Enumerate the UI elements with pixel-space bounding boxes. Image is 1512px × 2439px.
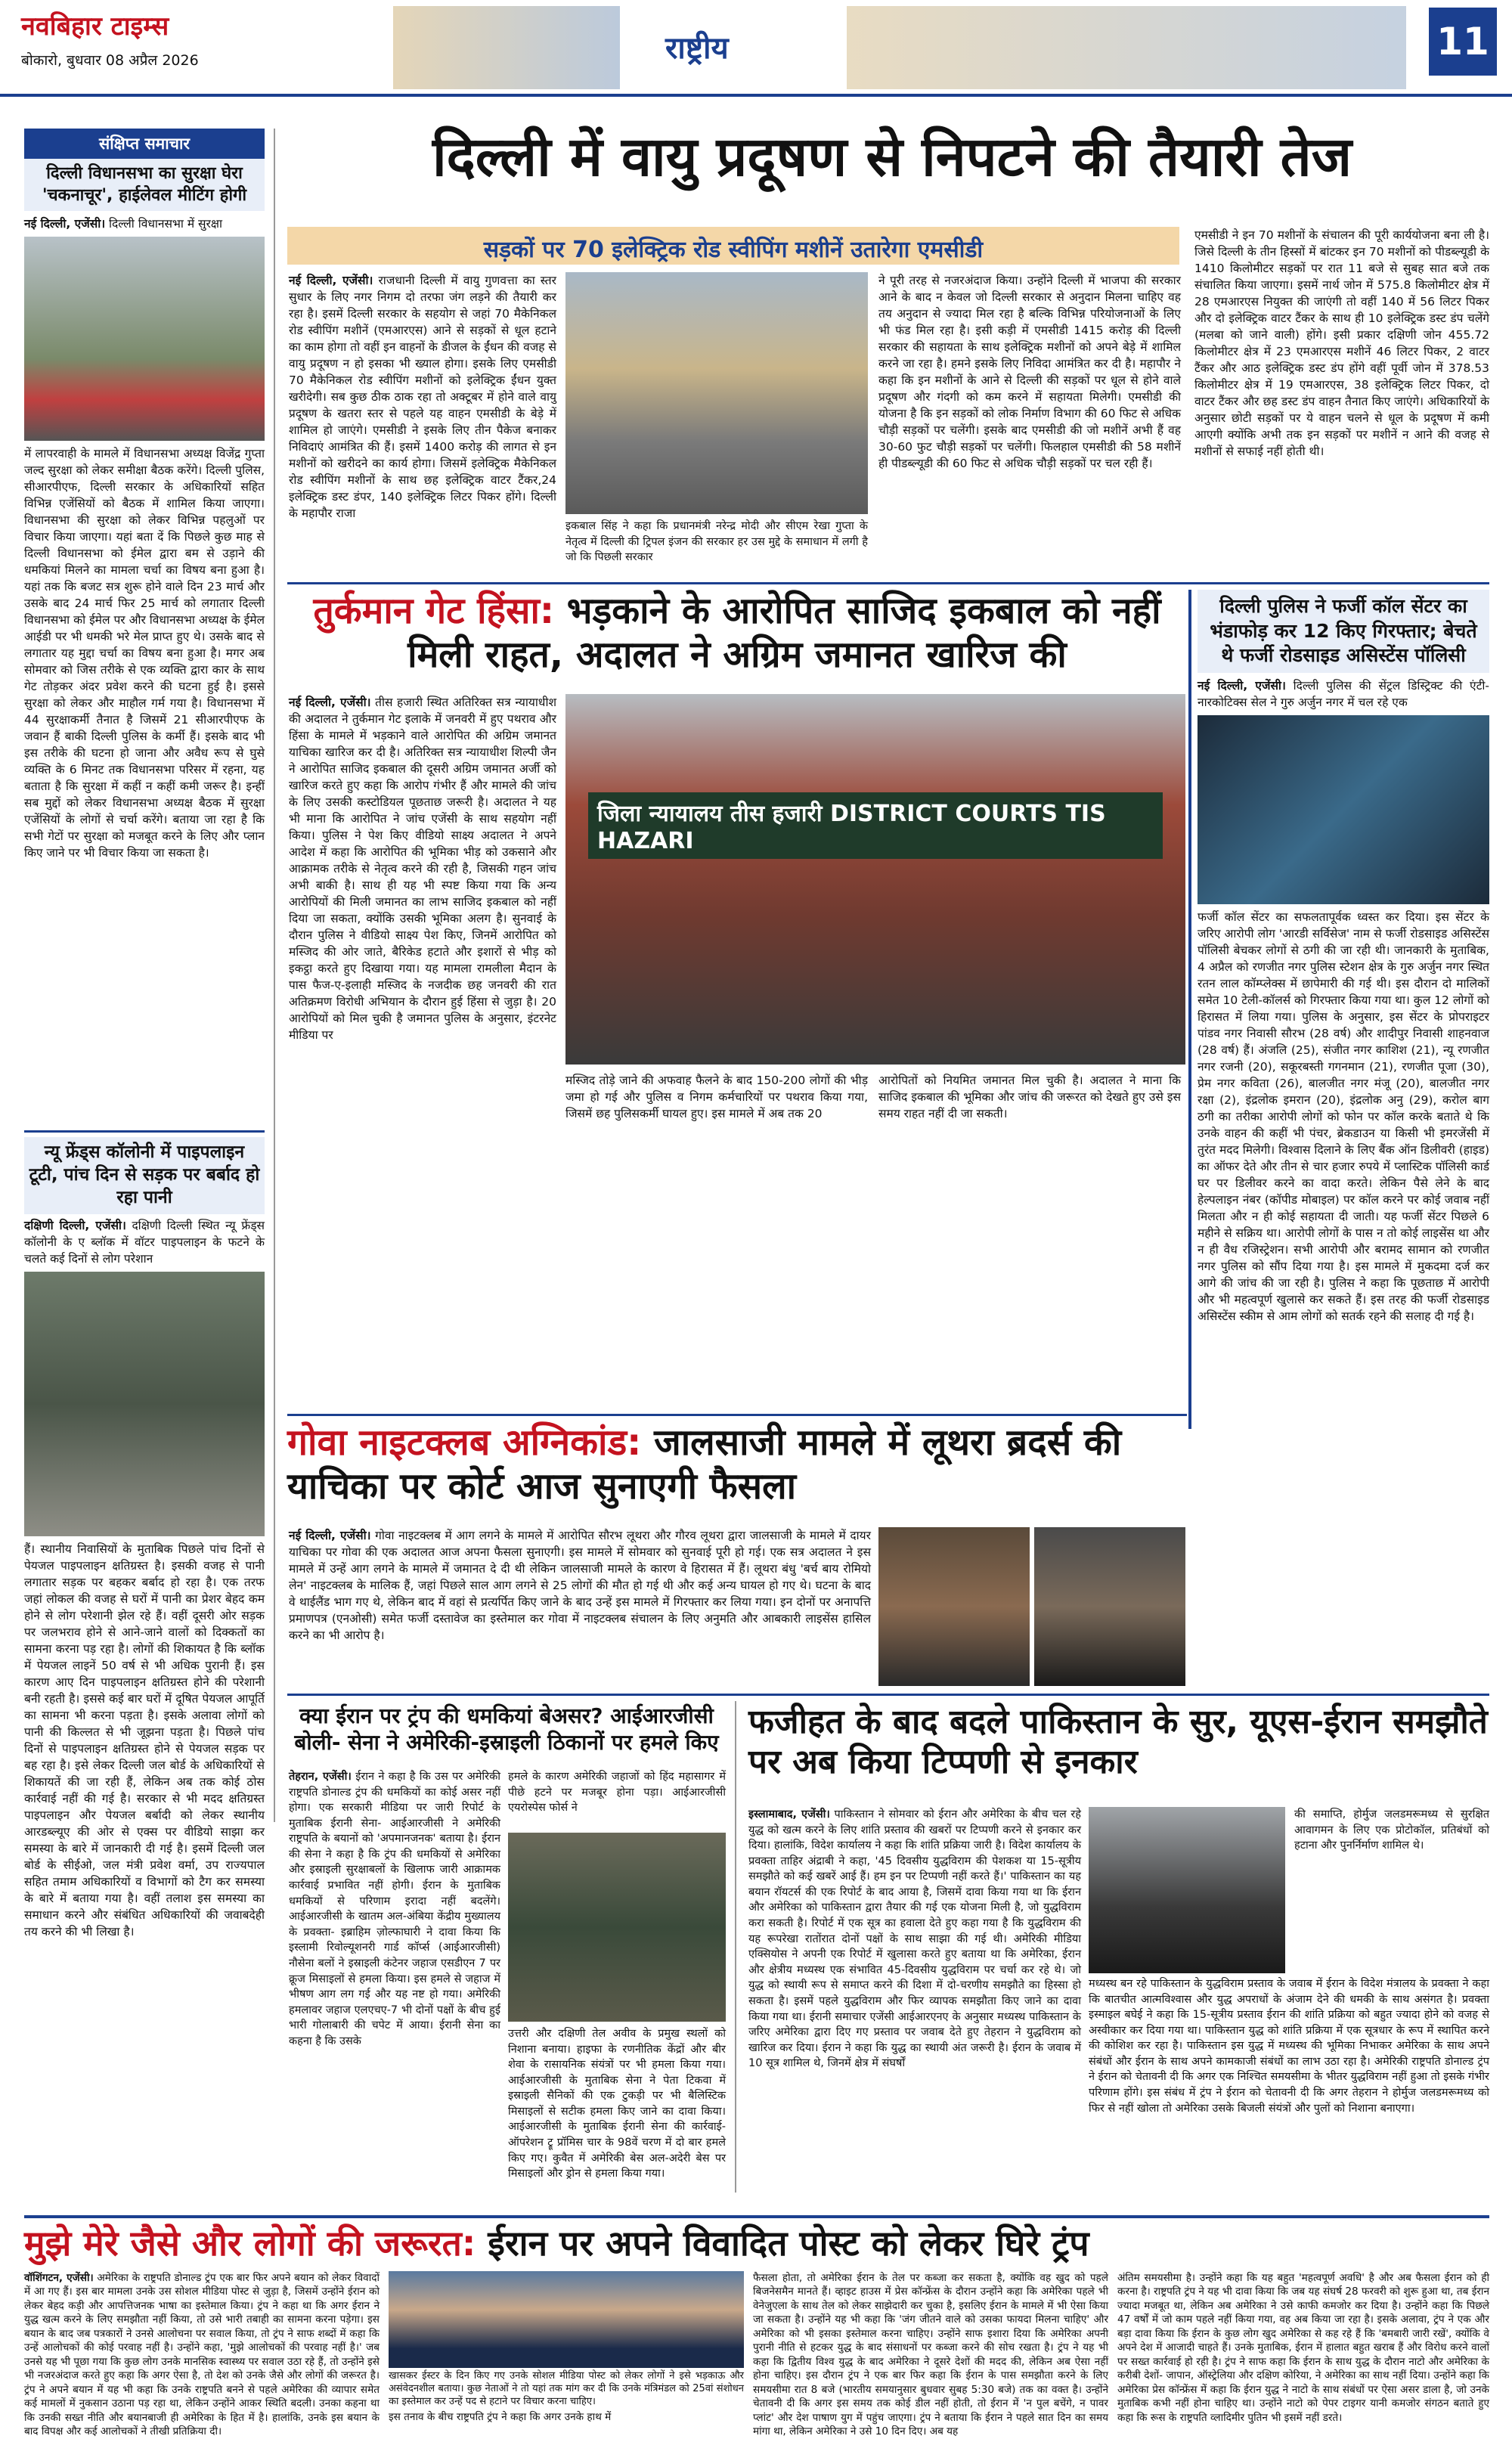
court-sign: जिला न्यायालय तीस हजारी DISTRICT COURTS TIS HAZARI [588, 792, 1163, 859]
trump-col4: अंतिम समयसीमा है। उन्होंने कहा कि यह बहुत 'महत्वपूर्ण अवधि' है और अब फैसला ईरान को ही करना है। राष्ट्रपति ट्रंप ने यह भी दावा किया कि जब यह संघर्ष 28 फरवरी को शुरू हुआ था, तब ईरान ज्यादा मजबूत था, लेकिन अब अमेरिका ने उसे काफी कमजोर कर दिया है। उन्होंने कहा कि पिछले 47 वर्षों में जो काम पहले नहीं किया गया, वह अब किया जा रहा है। इसके अलावा, ट्रंप ने एक और बड़ा दावा किया कि ईरान के कुछ लोग खुद अमेरिका से कह रहे हैं कि 'बमबारी जारी रखें', क्योंकि वे अपने देश में आजादी चाहते हैं। उनके मुताबिक, ईरान में हालात बहुत खराब हैं और विरोध करने वालों पर सख्त कार्रवाई हो रही है। ट्रंप ने साफ कहा कि ईरान के साथ युद्ध के दौरान नाटो और अमेरिका के करीबी देशों- जापान, ऑस्ट्रेलिया और दक्षिण कोरिया, ने अमेरिका का साथ नहीं दिया। उन्होंने कहा कि अमेरिका प्रेस कॉन्फ्रेंस में कहा कि ईरान युद्ध ने नाटो के साथ संबंधों पर ऐसा असर डाला है, जो उनके मुताबिक कभी नहीं होना चाहिए था। उन्होंने नाटो को पेपर टाइगर यानी कमजोर संगठन बताते हुए कहा कि रूस के राष्ट्रपति व्लादिमीर पुतिन भी इसमें नहीं डरते। [1117, 2272, 1489, 2424]
goa-headline [287, 1421, 1187, 1520]
police-intro: दिल्ली पुलिस की सेंट्रल डिस्ट्रिक्ट की एंटी-नारकोटिक्स सेल ने गुरु अर्जुन नगर में चल रहे एक [1198, 678, 1489, 709]
iran-col1 [289, 1769, 500, 2193]
sidebar-story1-intro: दिल्ली विधानसभा में सुरक्षा [109, 217, 222, 231]
iran-headline [287, 1703, 726, 1763]
sidebar-story1-headline: दिल्ली विधानसभा का सुरक्षा घेरा 'चकनाचूर', हाईलेवल मीटिंग होगी [24, 159, 265, 211]
main-col1-text: राजधानी दिल्ली में वायु गुणवत्ता का स्तर सुधार के लिए नगर निगम दो तरफा जंग लड़ने की तैयारी कर रहा है। इसमें दिल्ली सरकार के सहयोग से जहां 70 मैकेनिकल रोड स्वीपिंग मशीनें (एमआरएस) आने से सड़कों से धूल हटाने का काम होगा तो वहीं इन वाहनों के डीजल के ईंधन की वजह से वायु प्रदूषण न हो इसका भी ख्याल होगा। इसके लिए एमसीडी 70 मैकेनिकल रोड स्वीपिंग मशीनों को इलेक्ट्रिक ईंधन युक्त खरीदेगी। सब कुछ ठीक ठाक रहा तो अक्टूबर में होने वाले वायु प्रदूषण के खतरा स्तर से पहले यह वाहन एमसीडी के बेड़े में शामिल हो जाएंगे। एमसीडी ने इसके लिए तीन पैकेज बनाकर निविदाएं आमंत्रित की हैं। इसमें 1400 करोड़ की लागत से इन मशीनों को खरीदने का कार्य होगा। जिसमें इलेक्ट्रिक मैकेनिकल रोड स्वीपिंग मशीनों के साथ छह इलेक्ट्रिक वाटर टैंकर,24 इलेक्ट्रिक डस्ट डंपर, 140 इलेक्ट्रिक लिटर पिकर होंगे। दिल्ली के महापौर राजा [289, 274, 556, 520]
sidebar-story2-headline: न्यू फ्रेंड्स कॉलोनी में पाइपलाइन टूटी, पांच दिन से सड़क पर बर्बाद हो रहा पानी [24, 1137, 265, 1214]
trump-photo-caption: खासकर ईस्टर के दिन किए गए उनके सोशल मीडिया पोस्ट को लेकर लोगों ने इसे भड़काऊ और असंवेदनशील बताया। कुछ नेताओं ने तो यहां तक मांग कर दी कि उनके मंत्रिमंडल को 25वां संशोधन का इस्तेमाल कर उन्हें पद से हटाने पर विचार करना चाहिए। [389, 2370, 744, 2408]
trump-photo [389, 2271, 744, 2368]
trump-headline [24, 2223, 1489, 2265]
turkman-dateline: नई दिल्ली, एजेंसी। [289, 696, 371, 709]
turkman-headline [287, 590, 1187, 688]
trump-col1 [24, 2271, 380, 2438]
sidebar-story2-photo [24, 1272, 265, 1536]
sidebar-story2-intro: दक्षिणी दिल्ली स्थित न्यू फ्रेंड्स कॉलोनी के ए ब्लॉक में वॉटर पाइपलाइन के फटने के चलते कई दिनों से लोग परेशान [24, 1218, 265, 1266]
iran-top-rule [287, 1694, 1489, 1696]
main-photo [565, 272, 868, 514]
page-number: 11 [1429, 8, 1497, 76]
trump-headline-rest: ईरान पर अपने विवादित पोस्ट को लेकर घिरे ट्रंप [488, 2223, 1089, 2264]
main-col4: एमसीडी ने इन 70 मशीनों के संचालन की पूरी कार्ययोजना बना ली है। जिसे दिल्ली के तीन हिस्सों में बांटकर इन 70 मशीनों को पीडब्ल्यूडी के 1410 किलोमीटर सड़कों पर रात 11 बजे से सुबह सात बजे तक संचालित किया जाएगा। इसमें नार्थ जोन में 575.8 किलोमीटर क्षेत्र में 28 एमआरएस नियुक्त की जाएंगी तो वहीं 140 में 56 लिटर पिकर और दो इलेक्ट्रिक वाटर टैंकर के साथ ही 10 इलेक्ट्रिक डस्ट डंप चलेंगे (मलबा को जाने वाली) होंगे। इसी प्रकार दक्षिणी जोन 455.72 किलोमीटर क्षेत्र में 23 एमआरएस मशीनें 46 लिटर पिकर, 2 वाटर टैंकर और आठ इलेक्ट्रिक डस्ट डंप होंगे वहीं पूर्वी जोन में 378.53 किलोमीटर क्षेत्र में 19 एमआरएस, 38 इलेक्ट्रिक लिटर पिकर, दो वाटर टैंकर और छह डस्ट डंप वाहन तैनात किए जाएंगे। अधिकारियों के अनुसार छोटी सड़कों पर ये वाहन चलने से धूल के प्रदूषण में कमी आएगी क्योंकि अभी तक इन सड़कों पर मशीनें न आने की वजह से मशीनों से सफाई नहीं होती थी। [1194, 228, 1489, 458]
main-col3: ने पूरी तरह से नजरअंदाज किया। उन्होंने दिल्ली में भाजपा की सरकार आने के बाद न केवल जो दिल्ली सरकार से अनुदान मिलना चाहिए वह तय अनुदान से ज्यादा मिल रहा है बल्कि विभिन्न परियोजनाओं के लिए भी फंड मिल रहा है। इसी कड़ी में एमसीडी 1415 करोड़ की दिल्ली सरकार की सहायता के साथ इलेक्ट्रिक मशीनों को अपने बेड़े में शामिल करने जा रहा है। हमने इसके लिए निविदा आमंत्रित कर दी है। महापौर ने कहा कि इन मशीनों के आने से दिल्ली की सड़कों पर धूल से होने वाले प्रदूषण और गंदगी को कम करने में सहायता मिलेगी। एमसीडी की योजना है कि इन सड़कों को लोक निर्माण विभाग की 60 फिट से अधिक चौड़ी सड़कों पर चलेंगी। इसके बाद एमसीडी की जो मशीनें अभी हैं वह 30-60 फुट चौड़ी सड़कों पर चलेंगी। फिलहाल एमसीडी की 58 मशीनें ही पीडब्ल्यूडी की 60 फिट से अधिक चौड़ी सड़कों पर चल रही हैं। [878, 274, 1181, 470]
main-headline: दिल्ली में वायु प्रदूषण से निपटने की तैयारी तेज [432, 125, 1352, 188]
iran-pak-rule [735, 1701, 736, 2193]
iran-photo [508, 1833, 726, 2022]
iran-dateline: तेहरान, एजेंसी। [289, 1771, 352, 1783]
goa-photo-2 [1034, 1527, 1185, 1686]
turkman-body: तीस हजारी स्थित अतिरिक्त सत्र न्यायाधीश की अदालत ने तुर्कमान गेट इलाके में जनवरी में हुए पथराव और हिंसा के मामले में भड़काने वाले आरोपित की अग्रिम जमानत याचिका खारिज कर दी है। अतिरिक्त सत्र न्यायाधीश शिल्पी जैन ने आरोपित साजिद इकबाल की दूसरी अग्रिम जमानत अर्जी को खारिज करते हुए कहा कि आरोप गंभीर हैं और मामले की जांच के लिए उसकी कस्टोडियल पूछताछ जरूरी है। अदालत ने यह भी माना कि आरोपित ने जांच एजेंसी के साथ सहयोग नहीं किया। पुलिस ने पेश किए वीडियो साक्ष्य अदालत ने अपने आदेश में कहा कि आरोपित की भूमिका भीड़ को उकसाने और आक्रामक तरीके से नेतृत्व करने की रही है, जिसकी गहन जांच अभी बाकी है। साथ ही यह भी स्पष्ट किया गया कि अन्य आरोपियों की मिली जमानत का लाभ साजिद इकबाल को नहीं दिया जा सकता, क्योंकि उसकी भूमिका अलग है। सुनवाई के दौरान पुलिस ने वीडियो साक्ष्य पेश किए, जिनमें आरोपित को मस्जिद की ओर जाते, बैरिकेड हटाते और इशारों से भीड़ को इकट्ठा करते हुए दिखाया गया। यह मामला रामलीला मैदान के पास फैज-ए-इलाही मस्जिद के नजदीक छह जनवरी की रात अतिक्रमण विरोधी अभियान के दौरान हुई हिंसा से जुड़ा है। 20 आरोपियों को मिल चुकी है जमानत पुलिस के अनुसार, इंटरनेट मीडिया पर [289, 696, 556, 1042]
trump-dateline: वॉशिंगटन, एजेंसी। [24, 2272, 94, 2284]
iran-col1-text: ईरान ने कहा है कि उस पर अमेरिकी राष्ट्रपति डोनाल्ड ट्रंप की धमकियों का कोई असर नहीं होगा। एक सरकारी मीडिया पर जारी रिपोर्ट के मुताबिक ईरानी सेना- आईआरजीसी ने अमेरिकी राष्ट्रपति के बयानों को 'अपमानजनक' बताया है। ईरान की सेना ने कहा है कि ट्रंप की धमकियों से अमेरिका और इस्राइली सुरक्षाबलों के खिलाफ जारी आक्रामक कार्रवाई प्रभावित नहीं होगी। ईरान के मुताबिक धमकियों से परिणाम इरादा नहीं बदलेंगे। आईआरजीसी के खातम अल-अंबिया केंद्रीय मुख्यालय के प्रवक्ता- इब्राहिम ज़ोल्फाघारी ने दावा किया कि इस्लामी रिवोल्यूशनरी गार्ड कॉर्प्स (आईआरजीसी) नौसेना बलों ने इस्राइली कंटेनर जहाज एसडीएन 7 पर क्रूज मिसाइलों से हमला किया। इस हमले से जहाज में भीषण आग लग गई और यह नष्ट हो गया। अमेरिकी हमलावर जहाज एलएचए-7 भी दोनों पक्षों के बीच हुई भारी गोलाबारी की चपेट में आया। ईरानी सेना का कहना है कि उसके [289, 1771, 501, 2047]
police-dateline: नई दिल्ली, एजेंसी। [1198, 678, 1286, 693]
police-headline: दिल्ली पुलिस ने फर्जी कॉल सेंटर का भंडाफोड़ कर 12 किए गिरफ्तार; बेचते थे फर्जी रोडसाइड असिस्टेंस पॉलिसी [1198, 590, 1489, 673]
goa-top-rule [287, 1414, 1187, 1416]
main-subheadline: सड़कों पर 70 इलेक्ट्रिक रोड स्वीपिंग मशीनें उतारेगा एमसीडी [287, 227, 1179, 265]
iran-col2-top: हमले के कारण अमेरिकी जहाजों को हिंद महासागर में पीछे हटने पर मजबूर होना पड़ा। आईआरजीसी एयरोस्पेस फोर्स ने [508, 1771, 726, 1815]
main-col1 [289, 272, 556, 575]
main-bottom-rule [287, 582, 1489, 584]
turkman-photo [565, 694, 1185, 1065]
pak-col1-text: पाकिस्तान ने सोमवार को ईरान और अमेरिका के बीच चल रहे युद्ध को खत्म करने के लिए शांति प्रस्ताव की खबरों पर टिप्पणी करने से इनकार कर दिया। हालांकि, विदेश कार्यालय ने कहा कि शांति प्रक्रिया जारी है। विदेश कार्यालय के प्रवक्ता ताहिर अंद्राबी ने कहा, '45 दिवसीय युद्धविराम की पेशकश या 15-सूत्रीय समझौते को कई खबरें आई हैं। हम इन पर टिप्पणी नहीं करते हैं।' पाकिस्तान का यह बयान रॉयटर्स की एक रिपोर्ट के बाद आया है, जिसमें दावा किया गया था कि ईरान और अमेरिका को पाकिस्तान द्वारा तैयार की गई एक योजना मिली है, जो युद्धविराम करा सकती है। रिपोर्ट में एक सूत्र का हवाला देते हुए कहा गया है कि युद्धविराम की यह रूपरेखा रातोंरात दोनों पक्षों के साथ साझा की गई थी। अमेरिकी मीडिया एक्सियोस ने अपनी एक रिपोर्ट में खुलासा करते हुए बताया था कि अमेरिका, ईरान और क्षेत्रीय मध्यस्थ एक संभावित 45-दिवसीय युद्धविराम पर चर्चा कर रहे थे। जो युद्ध को स्थायी रूप से समाप्त करने की दिशा में दो-चरणीय समझौते का हिस्सा हो सकता है। इसमें पहले युद्धविराम और फिर व्यापक समझौता किए जाने का दावा किया गया था। ईरानी समाचार एजेंसी आईआरएनए के अनुसार मध्यस्थ पाकिस्तान के जरिए अमेरिका द्वारा दिए गए प्रस्ताव पर जवाब देते हुए तेहरान ने युद्धविराम को खारिज कर दिया। ईरान ने कहा कि युद्ध का स्थायी अंत जरूरी है। ईरान के जवाब में 10 सूत्र शामिल थे, जिनमें क्षेत्र में संघर्षों [748, 1808, 1081, 2070]
goa-headline-rest: जालसाजी मामले में लूथरा ब्रदर्स की याचिका पर कोर्ट आज सुनाएगी फैसला [287, 1421, 1122, 1508]
trump-col2-bottom: इस तनाव के बीच राष्ट्रपति ट्रंप ने कहा कि अगर उनके हाथ में [389, 2411, 612, 2423]
header-decoration-left [393, 6, 620, 89]
turkman-col2: मस्जिद तोड़े जाने की अफवाह फैलने के बाद 150-200 लोगों की भीड़ जमा हो गई और पुलिस व निगम कर्मचारियों पर पथराव किया गया, जिसमें छह पुलिसकर्मी घायल हुए। इस मामले में अब तक 20 [565, 1074, 868, 1120]
police-body: फर्जी कॉल सेंटर का सफलतापूर्वक ध्वस्त कर दिया। इस सेंटर के जरिए आरोपी लोग 'आरडी सर्विसेज' नाम से फर्जी रोडसाइड असिस्टेंस पॉलिसी बेचकर लोगों से ठगी की जा रही थी। जानकारी के मुताबिक, 4 अप्रैल को रणजीत नगर पुलिस स्टेशन क्षेत्र के गुरु अर्जुन नगर स्थित रतन लाल कॉम्प्लेक्स में छापेमारी की गई थी। इस दौरान दो मालिकों समेत 10 टेली-कॉलर्स को गिरफ्तार किया गया था। कुल 12 लोगों को हिरासत में लिया गया। पुलिस के अनुसार, इस सेंटर के प्रोपराइटर पांडव नगर निवासी सौरभ (28 वर्ष) और शादीपुर निवासी शाहनवाज (28 वर्ष) हैं। अंजलि (25), संजीत नगर काशिश (21), न्यू रणजीत नगर रजनी (20), सकूरबस्ती गगनमान (21), रणजीत पूजा (30), प्रेम नगर कविता (26), बालजीत नगर मंजू (20), बालजीत नगर रक्षा (2), इंद्रलोक इमरान (20), इंद्रलोक अनु (29), करोल बाग ठगी का तरीका आरोपी लोगों को फोन पर कॉल करके बताते थे कि उनके वाहन की कहीं भी पंचर, ब्रेकडाउन या किसी भी इमरजेंसी में तुरंत मदद मिलेगी। विश्वास दिलाने के लिए बैंक ऑन डिलीवरी (हाइड) का ऑफर देते और तीन से चार हजार रुपये में प्लास्टिक पॉलिसी कार्ड घर पर डिलीवर करने का वादा करते। लेकिन पैसे लेने के बाद हेल्पलाइन नंबर (कॉपीड मोबाइल) पर कॉल करने पर कोई जवाब नहीं मिलता और न ही कोई सहायता दी जाती। यह फर्जी सेंटर पिछले 6 महीने से सक्रिय था। आरोपी लोगों के पास न तो कोई लाइसेंस था और न ही वैध रजिस्ट्रेशन। सभी आरोपी और बरामद सामान को रणजीत नगर पुलिस को सौंप दिया गया है। इस मामले में मुकदमा दर्ज कर आगे की जांच की जा रही है। पुलिस ने कहा कि पूछताछ में आरोपी और भी महत्वपूर्ण खुलासे कर सकते हैं। इस तरह की फर्जी रोडसाइड असिस्टेंस स्कीम से आम लोगों को सतर्क रहने की सलाह दी गई है। [1198, 910, 1489, 1323]
pak-dateline: इस्लामाबाद, एजेंसी। [748, 1808, 830, 1821]
sidebar-story1-body: में लापरवाही के मामले में विधानसभा अध्यक्ष विजेंद्र गुप्ता जल्द सुरक्षा को लेकर समीक्षा बैठक करेंगे। दिल्ली पुलिस, सीआरपीएफ, दिल्ली सरकार के अधिकारियों सहित विभिन्न एजेंसियों को बैठक में शामिल किया जाएगा। विधानसभा की सुरक्षा को लेकर विभिन्न पहलुओं पर विचार किया जाएगा। यहां बता दें कि पिछले कुछ माह से दिल्ली विधानसभा को ईमेल द्वारा बम से उड़ाने की धमकियां मिलने का मामला चर्चा का विषय बना हुआ है। यहां तक कि बजट सत्र शुरू होने वाले दिन 23 मार्च और उसके बाद 24 मार्च फिर 25 मार्च को लगातार दिल्ली विधानसभा को ईमेल पर और विधानसभा अध्यक्ष के ईमेल आईडी पर भी धमकी भरे मेल प्राप्त हुए थे। उसके बाद से लगातार यह मुद्दा चर्चा का विषय बना हुआ है। मगर अब सोमवार को जिस तरीके से एक व्यक्ति द्वारा कार के साथ गेट तोड़कर अंदर प्रवेश करने की घटना हुई है। इससे सुरक्षा को लेकर और माहौल गर्म गया है। विधानसभा में 44 सुरक्षाकर्मी तैनात है जिसमें 21 सीआरपीएफ के जवान हैं बाकी दिल्ली पुलिस के कर्मी हैं। इसके बाद भी इस तरीके की घटना हो जाना और अवैध रूप से घुसे व्यक्ति के 6 मिनट तक विधानसभा परिसर में रहना, यह बताता है कि सुरक्षा में कहीं न कहीं कमी जरूर है। इन्हीं सब मुद्दों को लेकर विधानसभा अध्यक्ष बैठक में सुरक्षा एजेंसियों के लोगों से चर्चा करेंगे। बताया जा रहा है कि सभी गेटों पर सुरक्षा को मजबूत करने के लिए और प्लान किए जाने पर भी विचार किया जा सकता है। [24, 447, 265, 860]
sidebar-label: संक्षिप्त समाचार [24, 129, 265, 159]
masthead: नवबिहार टाइम्स [21, 11, 169, 42]
turkman-headline-red: तुर्कमान गेट हिंसा: [313, 590, 555, 632]
goa-body: गोवा नाइटक्लब में आग लगने के मामले में आरोपित सौरभ लूथरा और गौरव लूथरा द्वारा जालसाजी के मामले में दायर याचिका पर गोवा की एक अदालत आज अपना फैसला सुनाएगी। इस मामले में सोमवार को सुनवाई पूरी हो गई। एक सत्र अदालत ने इस मामले में उन्हें आग लगने के मामले में जमानत दे दी थी लेकिन जालसाजी मामले के कारण वे हिरासत में हैं। लूथरा बंधु 'बर्च बाय रोमियो लेन' नाइटक्लब के मालिक हैं, जहां पिछले साल आग लगने से 25 लोगों की मौत हो गई थी और कई अन्य घायल हो गए थे। घटना के बाद वे थाईलैंड भाग गए थे, लेकिन बाद में वहां से प्रत्यर्पित किए जाने के बाद उन्हें इस मामले में गिरफ्तार कर लिया गया। इन दोनों पर अनापत्ति प्रमाणपत्र (एनओसी) समेत फर्जी दस्तावेज का इस्तेमाल कर गोवा में नाइटक्लब संचालन के लिए अनुमति और आबकारी लाइसेंस हासिल करने का भी आरोप है। [289, 1529, 872, 1642]
header-decoration-right [847, 6, 1406, 89]
goa-headline-red: गोवा नाइटक्लब अग्निकांड: [287, 1421, 642, 1464]
trump-headline-red: मुझे मेरे जैसे और लोगों की जरूरत: [24, 2223, 476, 2264]
police-box-rule [1188, 590, 1191, 1429]
pak-col2-top: की समाप्ति, होर्मुज जलडमरूमध्य से सुरक्षित आवागमन के लिए एक प्रोटोकॉल, प्रतिबंधों को हटाना और पुनर्निर्माण शामिल थे। [1294, 1808, 1489, 1852]
dateline: बोकारो, बुधवार 08 अप्रैल 2026 [21, 52, 199, 69]
pak-col1 [748, 1807, 1081, 2200]
pak-photo [1089, 1807, 1285, 1973]
pak-col2-bottom: मध्यस्थ बन रहे पाकिस्तान के युद्धविराम प्रस्ताव के जवाब में ईरान के विदेश मंत्रालय के प्रवक्ता ने कहा कि बातचीत आत्मविश्वास और युद्ध अपराधों के अंजाम देने की धमकी के साथ असंगत है। प्रवक्ता इस्माइल बघेई ने कहा कि 15-सूत्रीय प्रस्ताव ईरान की शांति प्रक्रिया को बहुत ज्यादा होने को वजह से अस्वीकार कर दिया गया था। पाकिस्तान युद्ध को शांति प्रक्रिया में एक सूत्रधार के रूप में स्थापित करने की कोशिश कर रहा है। पाकिस्तान इस युद्ध में मध्यस्थ की भूमिका निभाकर अमेरिका के साथ अपने संबंधों और ईरान के साथ अपने कामकाजी संबंधों का लाभ उठा रहा है। अमेरिकी राष्ट्रपति डोनाल्ड ट्रंप ने ईरान को चेतावनी दी कि अगर एक निश्चित समयसीमा के भीतर युद्धविराम नहीं हुआ तो इसके गंभीर परिणाम होंगे। इस संबंध में ट्रंप ने ईरान को चेतावनी दी कि अगर तेहरान ने होर्मुज जलडमरूमध्य को फिर से नहीं खोला तो अमेरिका उसके बिजली संयंत्रों और पुलों को निशाना बनाएगा। [1089, 1978, 1489, 2115]
goa-dateline: नई दिल्ली, एजेंसी। [289, 1529, 371, 1542]
trump-top-rule [24, 2215, 1489, 2218]
sidebar-story2-body: हैं। स्थानीय निवासियों के मुताबिक पिछले पांच दिनों से पेयजल पाइपलाइन क्षतिग्रस्त है। इसकी वजह से पानी लगातार सड़क पर बहकर बर्बाद हो रहा है। एक तरफ जहां लोकल की वजह से घरों में पानी का प्रेशर बेहद कम होने से लोग परेशानी झेल रहे हैं। वहीं दूसरी ओर सड़क पर जलभराव होने से आने-जाने वालों को दिक्कतों का सामना करना पड़ रहा है। लोगों की शिकायत है कि ब्लॉक में पेयजल लाइनें 50 वर्ष से भी अधिक पुरानी हैं। इस कारण आए दिन पाइपलाइन क्षतिग्रस्त होने की परेशानी बनी रहती है। इससे कई बार घरों में दूषित पेयजल आपूर्ति का सामना भी करना पड़ता है। इसके अलावा लोगों को पानी की किल्लत से भी जूझना पड़ता है। पिछले पांच दिनों से पाइपलाइन क्षतिग्रस्त होने से पेयजल सड़क पर बह रहा है। इसे लेकर दिल्ली जल बोर्ड के अधिकारियों से शिकायतें की जा रही हैं, लेकिन अब तक कोई ठोस कार्रवाई नहीं की गई है। सरकार से भी मदद क्षतिग्रस्त पाइपलाइन और पेयजल बर्बादी को लेकर स्थानीय आरडब्ल्यूए की ओर से एक्स पर वीडियो साझा कर समस्या के बारे में जानकारी दी गई है। इसमें दिल्ली जल बोर्ड के सीईओ, जल मंत्री प्रवेश वर्मा, उप राज्यपाल सहित तमाम अधिकारियों व विभागों को टैग कर समस्या के बारे में बताया गया है। वहीं तलाश इस समस्या का समाधान करने और संबंधित अधिकारियों की जवाबदेही तय करने की भी लिखा है। [24, 1542, 265, 1938]
turkman-col3: आरोपितों को नियमित जमानत मिल चुकी है। अदालत ने माना कि साजिद इकबाल की भूमिका और जांच की जरूरत को देखते हुए उसे इस समय राहत नहीं दी जा सकती। [878, 1074, 1181, 1120]
sidebar-divider [24, 1130, 265, 1133]
trump-col3: फैसला होता, तो अमेरिका ईरान के तेल पर कब्जा कर सकता है, क्योंकि वह खुद को पहले बिजनेसमैन मानते हैं। व्हाइट हाउस में प्रेस कॉन्फ्रेंस के दौरान उन्होंने कहा कि अमेरिका पहले भी वेनेजुएला के साथ तेल को लेकर साझेदारी कर चुका है, इसलिए ईरान के मामले में भी ऐसा किया जा सकता है। उन्होंने यह भी कहा कि 'जंग जीतने वाले को उसका फायदा मिलना चाहिए' और अमेरिका को भी इसका इस्तेमाल करना चाहिए। उन्होंने साफ इशारा दिया कि अमेरिका अपनी पुरानी नीति से हटकर युद्ध के बाद संसाधनों पर कब्जा करने की सोच रखता है। ट्रंप ने यह भी कहा कि द्वितीय विश्व युद्ध के बाद अमेरिका ने दूसरे देशों की मदद की, लेकिन अब ऐसा नहीं होना चाहिए। इस दौरान ट्रंप ने एक बार फिर कहा कि ईरान के पास समझौता करने के लिए समयसीमा रात 8 बजे (भारतीय समयानुसार बुधवार सुबह 5:30 बजे) तक का वक्त है। उन्होंने चेतावनी दी कि अगर इस समय तक कोई डील नहीं होती, तो ईरान में 'न पुल बचेंगे, न पावर प्लांट' और देश पाषाण युग में पहुंच जाएगा। ट्रंप ने बताया कि ईरान ने पहले सात दिन का समय मांगा था, लेकिन अमेरिका ने उसे 10 दिन दिए। अब यह [753, 2272, 1108, 2438]
iran-headline-line1: क्या ईरान पर ट्रंप की धमकियां बेअसर? आईआरजीसी [299, 1703, 714, 1728]
sidebar [24, 129, 265, 1938]
sidebar-story2-dateline: दक्षिणी दिल्ली, एजेंसी। [24, 1218, 126, 1232]
section-title: राष्ट्रीय [665, 31, 729, 66]
pak-headline: फजीहत के बाद बदले पाकिस्तान के सुर, यूएस-ईरान समझौते पर अब किया टिप्पणी से इनकार [748, 1703, 1488, 1781]
turkman-headline-rest: भड़काने के आरोपित साजिद इकबाल को नहीं मिली राहत, अदालत ने अग्रिम जमानत खारिज की [407, 590, 1161, 676]
turkman-col1 [289, 694, 556, 1405]
iran-headline-line2: बोली- सेना ने अमेरिकी-इस्राइली ठिकानों पर हमले किए [294, 1730, 719, 1755]
iran-col2-bottom: उत्तरी और दक्षिणी तेल अवीव के प्रमुख स्थलों को निशाना बनाया। हाइफा के रणनीतिक केंद्रों और बीर शेवा के रासायनिक संयंत्रों पर भी हमला किया गया। आईआरजीसी के मुताबिक सेना ने पेता टिकवा में इस्राइली सैनिकों की एक टुकड़ी पर भी बैलिस्टिक मिसाइलों से सटीक हमला किए जाने का दावा किया। आईआरजीसी के मुताबिक ईरानी सेना की कार्रवाई- ऑपरेशन ट्रू प्रॉमिस चार के 98वें चरण में दो बार हमले किए गए। कुवैत में अमेरिकी बेस अल-अदेरी बेस पर मिसाइलों और ड्रोन से हमला किया गया। [508, 2028, 726, 2180]
goa-body-wrap [289, 1527, 871, 1686]
main-dateline: नई दिल्ली, एजेंसी। [289, 274, 373, 287]
sidebar-story1-photo [24, 237, 265, 441]
goa-photo-1 [878, 1527, 1030, 1686]
main-photo-caption: इकबाल सिंह ने कहा कि प्रधानमंत्री नरेन्द्र मोदी और सीएम रेखा गुप्ता के नेतृत्व में दिल्ली की ट्रिपल इंजन की सरकार हर उस मुद्दे के समाधान में लगी है जो कि पिछली सरकार [565, 520, 868, 564]
sidebar-rule [274, 129, 275, 1822]
sidebar-story1-dateline: नई दिल्ली, एजेंसी। [24, 217, 106, 231]
page-header [0, 0, 1512, 97]
police-box [1198, 590, 1489, 1429]
trump-col1-text: अमेरिका के राष्ट्रपति डोनाल्ड ट्रंप एक बार फिर अपने बयान को लेकर विवादों में आ गए हैं। इस बार मामला उनके उस सोशल मीडिया पोस्ट से जुड़ा है, जिसमें उन्होंने ईरान को लेकर बेहद कड़ी और आपत्तिजनक भाषा का इस्तेमाल किया। ट्रंप ने कहा था कि अगर ईरान ने युद्ध खत्म करने के लिए समझौता नहीं किया, तो उसे भारी तबाही का सामना करना पड़ेगा। इस बयान के बाद जब पत्रकारों ने उनसे आलोचना पर सवाल किया, तो ट्रंप ने साफ शब्दों में कहा कि उन्हें आलोचकों की कोई परवाह नहीं है। उन्होंने कहा, 'मुझे आलोचकों की परवाह नहीं है।' जब उनसे यह भी पूछा गया कि कुछ लोग उनके मानसिक स्वास्थ्य पर सवाल उठा रहे हैं, तो उन्होंने इसे भी नजरअंदाज करते हुए कहा कि अगर ऐसा है, तो देश को उनके जैसे और लोगों की जरूरत है। ट्रंप ने अपने बयान में यह भी कहा कि उनके राष्ट्रपति बनने से पहले अमेरिका की व्यापार समेत कई मामलों में नुकसान उठाना पड़ रहा था, लेकिन उन्होंने आकर स्थिति बदली। उनका कहना था कि उनकी सख्त नीति और बयानबाजी ही अमेरिका के हित में है। हालांकि, उनके इस बयान के बाद विपक्ष और कई आलोचकों ने तीखी प्रतिक्रिया दी। [24, 2272, 380, 2438]
police-photo [1198, 715, 1489, 904]
